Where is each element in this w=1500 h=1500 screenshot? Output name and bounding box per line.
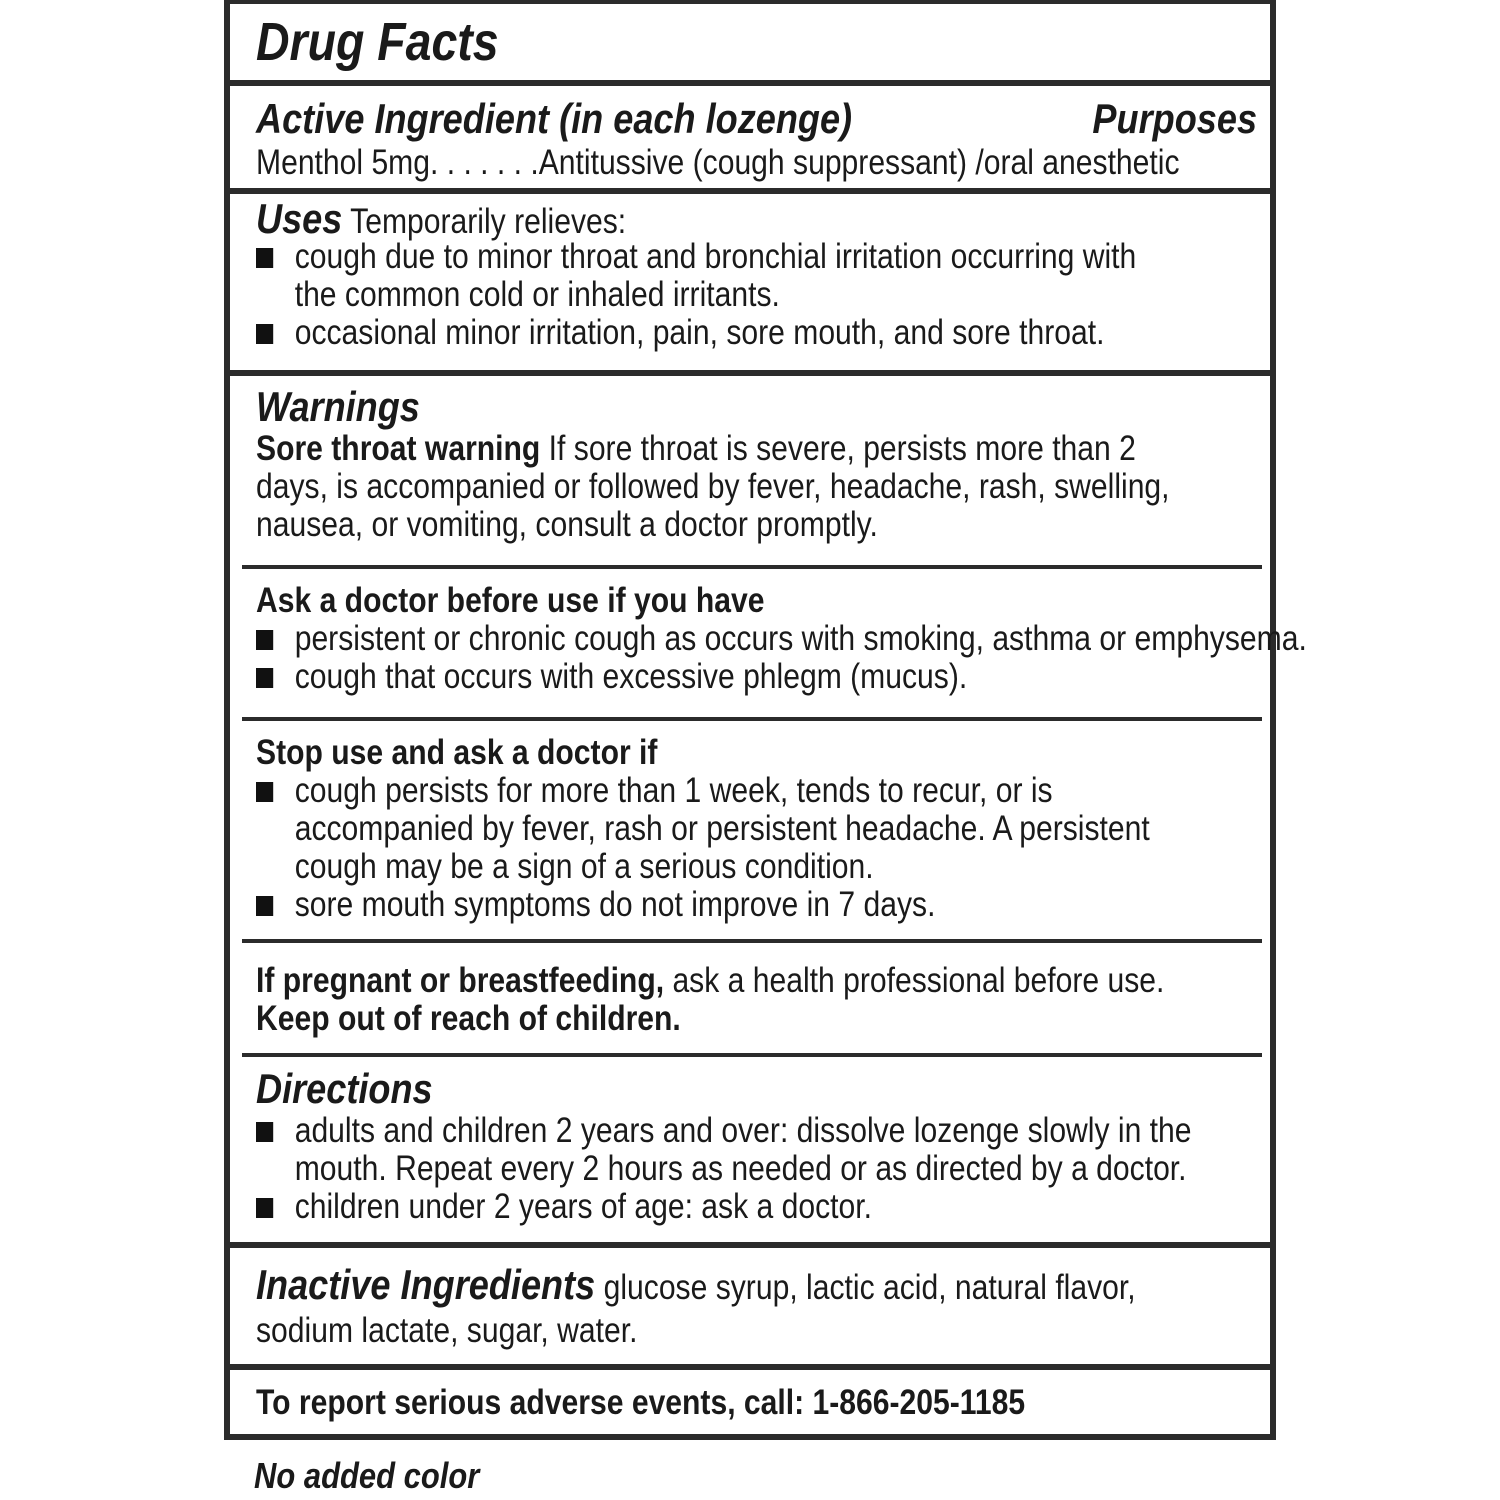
list-item: children under 2 years of age: ask a doctor. [256,1188,1119,1226]
pregnant-text: ask a health professional before use. [672,961,1165,1000]
purposes-heading: Purposes [1092,95,1258,142]
drug-facts-panel [224,0,1307,1440]
stop-use-heading: Stop use and ask a doctor if [256,733,658,772]
list-item: persistent or chronic cough as occurs with smoking, asthma or emphysema. [256,620,1119,658]
bullet-icon [256,896,273,916]
no-added-color-note: No added color [254,1455,480,1496]
bullet-icon [256,1198,273,1218]
pregnancy-section [256,961,1165,1038]
divider [230,188,1270,194]
uses-intro: Temporarily relieves: [350,202,627,241]
directions-heading: Directions [256,1065,433,1112]
divider [230,370,1270,376]
warnings-section: Warnings Sore throat warning If sore throat is severe, persists more than 2 days, is accompanied or followed by fever, headache, rash, swelling, nausea, or vomiting, consult a doctor promptly. [256,383,1170,544]
bullet-icon [256,1122,273,1142]
report-line: To report serious adverse events, call: 1-866-205-1185 [256,1383,1026,1422]
inactive-ingredients-heading: Inactive Ingredients [256,1261,596,1308]
bullet-icon [256,782,273,802]
sore-throat-warning-label: Sore throat warning [256,429,541,468]
list-item: cough due to minor throat and bronchial irritation occurring with [256,238,1119,276]
keep-out-of-reach: Keep out of reach of children. [256,999,681,1038]
directions-section: Directions adults and children 2 years and over: dissolve lozenge slowly in the mouth. Repeat every 2 hours as needed or as directed by a doctor. children under 2 years of age: ask a doctor. [256,1065,1192,1226]
divider [230,1242,1270,1248]
inactive-ingredients-section: Inactive Ingredients glucose syrup, lactic acid, natural flavor, sodium lactate, sugar, water. [256,1261,1136,1350]
divider [242,565,1262,569]
divider [242,1053,1262,1057]
active-ingredient-section [256,95,1258,182]
divider [242,717,1262,721]
active-ingredient-heading: Active Ingredient (in each lozenge) [256,95,853,142]
bullet-icon [256,324,273,344]
ask-doctor-section [256,581,1307,696]
list-item: sore mouth symptoms do not improve in 7 days. [256,886,1119,924]
pregnant-label: If pregnant or breastfeeding, [256,961,665,1000]
divider [242,939,1262,943]
list-item: adults and children 2 years and over: dissolve lozenge slowly in the [256,1112,1119,1150]
warnings-heading: Warnings [256,383,420,430]
list-item: cough persists for more than 1 week, tends to recur, or is [256,772,1119,810]
drug-facts-title: Drug Facts [256,12,499,72]
bullet-icon [256,248,273,268]
divider [230,80,1270,86]
active-ingredient-line: Menthol 5mg. . . . . . .Antitussive (cough suppressant) /oral anesthetic [256,143,1180,182]
list-item: occasional minor irritation, pain, sore mouth, and sore throat. [256,314,1119,352]
uses-section: Uses Temporarily relieves: cough due to minor throat and bronchial irritation occurring with the common cold or inhaled irritants. occasional minor irritation, pain, sore mouth, and sore throat. [256,195,1137,352]
uses-heading: Uses [256,195,343,242]
stop-use-section: Stop use and ask a doctor if cough persists for more than 1 week, tends to recur, or is accompanied by fever, rash or persistent headache. A persistent cough may be a sign of a serious condition. sore mouth symptoms do not improve in 7 days. [256,733,1150,924]
bullet-icon [256,668,273,688]
divider [230,1364,1270,1370]
ask-doctor-heading: Ask a doctor before use if you have [256,581,765,620]
bullet-icon [256,630,273,650]
list-item: cough that occurs with excessive phlegm (mucus). [256,658,1119,696]
